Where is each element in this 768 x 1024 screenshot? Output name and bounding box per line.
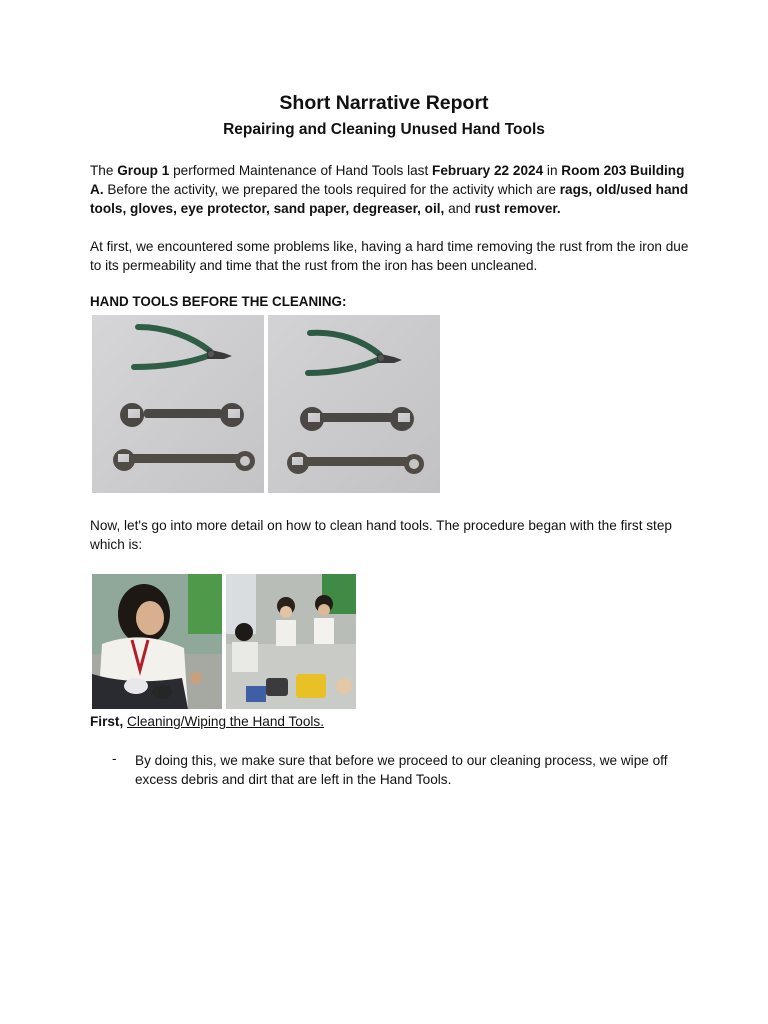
tools-before-photo-2 — [268, 315, 440, 493]
step-description: By doing this, we make sure that before we proceed to our cleaning process, we wipe off excess debris and dirt that are left in the Hand Tools. — [135, 753, 668, 787]
materials-list: rags, old/used hand tools, gloves, eye protector, sand paper, degreaser, oil, — [90, 182, 689, 216]
cleaning-activity-photo-1 — [92, 574, 222, 709]
bullet-dash: - — [112, 751, 117, 766]
cleaning-activity-photo-2 — [226, 574, 356, 709]
activity-date: February 22 2024 — [432, 163, 544, 178]
hand-tools-image — [268, 315, 440, 493]
intro-paragraph: The Group 1 performed Maintenance of Hand Tools last February 22 2024 in Room 203 Building A. Before the activity, we prepared the tools required for the activity which are rags, old/used hand tools, gloves, eye protector, sand paper, degreaser, oil, and rust remover. — [90, 163, 689, 216]
report-subtitle: Repairing and Cleaning Unused Hand Tools — [223, 121, 545, 138]
procedure-intro-paragraph: Now, let's go into more detail on how to clean hand tools. The procedure began with the first step which is: — [90, 518, 672, 552]
before-cleaning-heading: HAND TOOLS BEFORE THE CLEANING: — [90, 294, 347, 309]
group-name: Group 1 — [117, 163, 170, 178]
step-label: First, — [90, 714, 124, 729]
step-name: Cleaning/Wiping the Hand Tools. — [127, 714, 324, 729]
students-wiping-tools-image — [92, 574, 222, 709]
hand-tools-image — [92, 315, 264, 493]
report-title: Short Narrative Report — [279, 92, 489, 114]
tools-before-photo-1 — [92, 315, 264, 493]
students-group-cleaning-image — [226, 574, 356, 709]
problems-paragraph: At first, we encountered some problems like, having a hard time removing the rust from the iron due to its permeability and time that the rust from the iron has been uncleaned. — [90, 239, 689, 273]
activity-room: Room 203 Building A. — [90, 163, 685, 197]
first-step — [90, 714, 324, 729]
last-material: rust remover. — [474, 201, 561, 216]
